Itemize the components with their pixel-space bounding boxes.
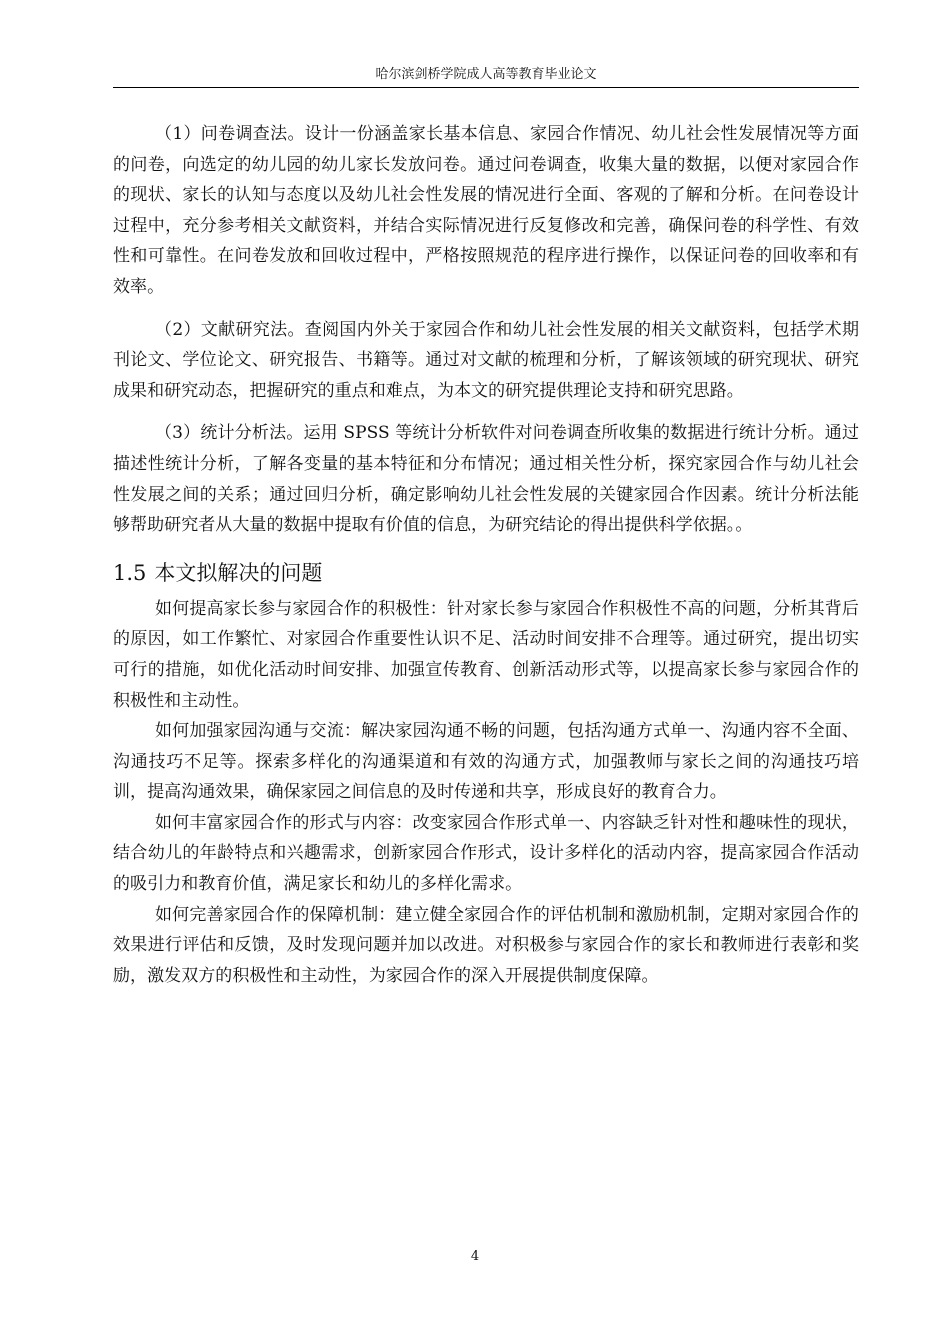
section-heading <box>113 558 859 588</box>
method-literature-paragraph: （2）文献研究法。查阅国内外关于家园合作和幼儿社会性发展的相关文献资料，包括学术期刊论文、学位论文、研究报告、书籍等。通过对文献的梳理和分析，了解该领域的研究现状、研究成果和研究动态，把握研究的重点和难点，为本文的研究提供理论支持和研究思路。 <box>113 319 859 401</box>
method-questionnaire-paragraph: （1）问卷调查法。设计一份涵盖家长基本信息、家园合作情况、幼儿社会性发展情况等方面的问卷，向选定的幼儿园的幼儿家长发放问卷。通过问卷调查，收集大量的数据，以便对家园合作的现状、家长的认知与态度以及幼儿社会性发展的情况进行全面、客观的了解和分析。在问卷设计过程中，充分参考相关文献资料，并结合实际情况进行反复修改和完善，确保问卷的科学性、有效性和可靠性。在问卷发放和回收过程中，严格按照规范的程序进行操作，以保证问卷的回收率和有效率。 <box>113 124 859 297</box>
page-header: 哈尔滨剑桥学院成人高等教育毕业论文 <box>375 67 597 82</box>
problem-paragraph-forms: 如何丰富家园合作的形式与内容：改变家园合作形式单一、内容缺乏针对性和趣味性的现状，结合幼儿的年龄特点和兴趣需求，创新家园合作形式，设计多样化的活动内容，提高家园合作活动的吸引力和教育价值，满足家长和幼儿的多样化需求。 <box>113 812 859 895</box>
page-number: 4 <box>470 1249 480 1264</box>
section-number: 1.5 <box>113 560 147 585</box>
section-title: 本文拟解决的问题 <box>154 560 323 585</box>
problem-paragraph-mechanism: 如何完善家园合作的保障机制：建立健全家园合作的评估机制和激励机制，定期对家园合作的效果进行评估和反馈，及时发现问题并加以改进。对积极参与家园合作的家长和教师进行表彰和奖励，激发双方的积极性和主动性，为家园合作的深入开展提供制度保障。 <box>113 904 859 986</box>
page-body <box>113 119 859 991</box>
problem-paragraph-participation: 如何提高家长参与家园合作的积极性：针对家长参与家园合作积极性不高的问题，分析其背后的原因，如工作繁忙、对家园合作重要性认识不足、活动时间安排不合理等。通过研究，提出切实可行的措施，如优化活动时间安排、加强宣传教育、创新活动形式等，以提高家长参与家园合作的积极性和主动性。 <box>113 598 859 711</box>
method-statistics-paragraph: （3）统计分析法。运用 SPSS 等统计分析软件对问卷调查所收集的数据进行统计分析。通过描述性统计分析，了解各变量的基本特征和分布情况；通过相关性分析，探究家园合作与幼儿社会性发展之间的关系；通过回归分析，确定影响幼儿社会性发展的关键家园合作因素。统计分析法能够帮助研究者从大量的数据中提取有价值的信息，为研究结论的得出提供科学依据。。 <box>113 423 859 536</box>
header-rule <box>113 87 859 88</box>
problem-paragraph-communication: 如何加强家园沟通与交流：解决家园沟通不畅的问题，包括沟通方式单一、沟通内容不全面、沟通技巧不足等。探索多样化的沟通渠道和有效的沟通方式，加强教师与家长之间的沟通技巧培训，提高沟通效果，确保家园之间信息的及时传递和共享，形成良好的教育合力。 <box>113 721 859 803</box>
